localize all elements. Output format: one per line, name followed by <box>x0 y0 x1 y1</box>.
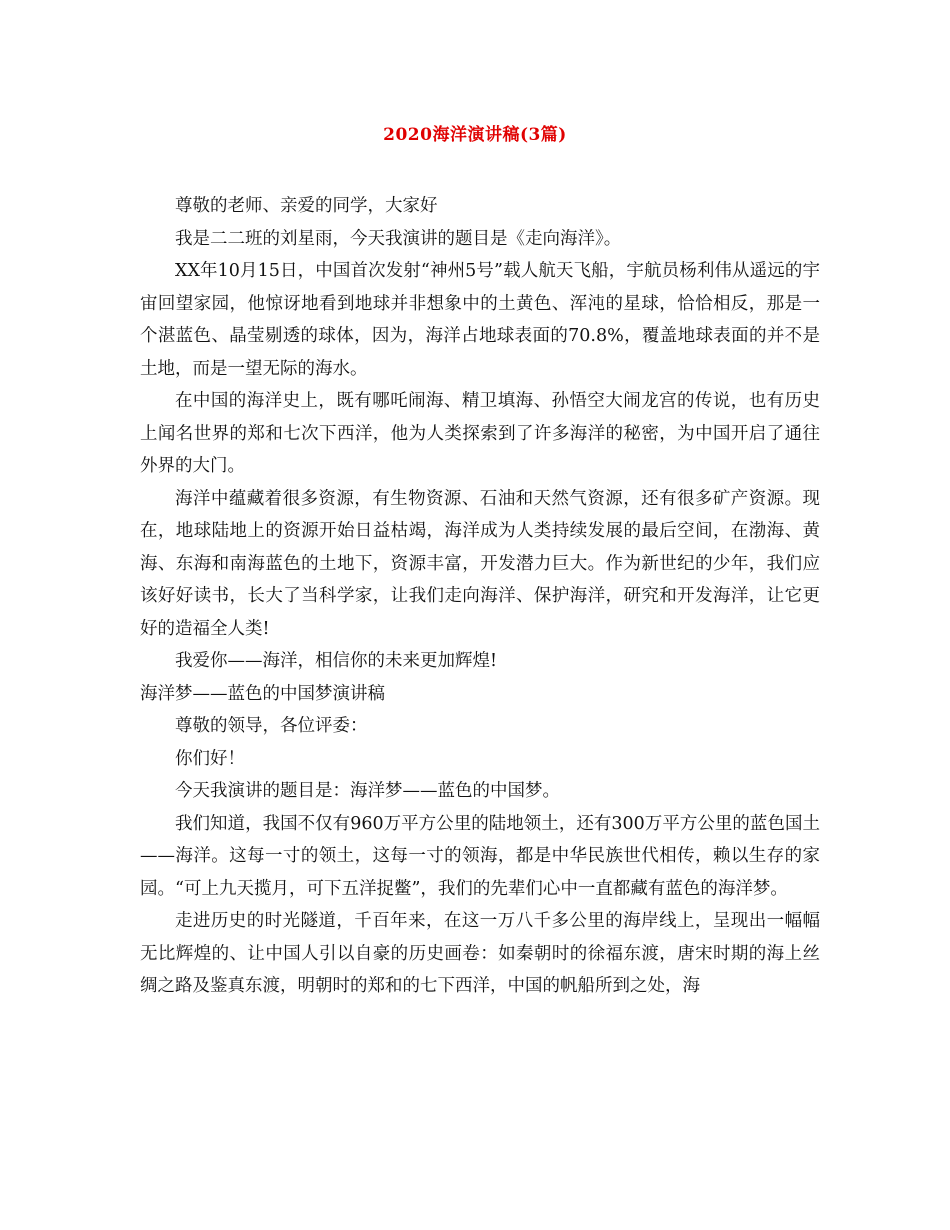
paragraph: XX年10月15日，中国首次发射“神州5号”载人航天飞船，宇航员杨利伟从遥远的宇宙回望家园，他惊讶地看到地球并非想象中的土黄色、浑沌的星球，恰恰相反，那是一个湛蓝色、晶莹剔透的球体，因为，海洋占地球表面的70.8%，覆盖地球表面的并不是土地，而是一望无际的海水。 <box>140 261 820 379</box>
paragraph: 海洋中蕴藏着很多资源，有生物资源、石油和天然气资源，还有很多矿产资源。现在，地球陆地上的资源开始日益枯竭，海洋成为人类持续发展的最后空间，在渤海、黄海、东海和南海蓝色的土地下，资源丰富，开发潜力巨大。作为新世纪的少年，我们应该好好读书，长大了当科学家，让我们走向海洋、保护海洋，研究和开发海洋，让它更好的造福全人类! <box>140 488 820 639</box>
paragraph: 你们好！ <box>175 748 245 769</box>
paragraph: 走进历史的时光隧道，千百年来，在这一万八千多公里的海岸线上，呈现出一幅幅无比辉煌的、让中国人引以自豪的历史画卷：如秦朝时的徐福东渡，唐宋时期的海上丝绸之路及鉴真东渡，明朝时的郑和的七下西洋，中国的帆船所到之处，海 <box>140 911 820 996</box>
paragraph: 我们知道，我国不仅有960万平方公里的陆地领土，还有300万平方公里的蓝色国土——海洋。这每一寸的领土，这每一寸的领海，都是中华民族世代相传，赖以生存的家园。“可上九天揽月，可下五洋捉鳖”，我们的先辈们心中一直都藏有蓝色的海洋梦。 <box>140 813 820 899</box>
paragraph: 我是二二班的刘星雨，今天我演讲的题目是《走向海洋》。 <box>175 228 622 249</box>
document-title: 2020海洋演讲稿(3篇) <box>383 125 567 145</box>
section-heading: 海洋梦——蓝色的中国梦演讲稿 <box>140 683 385 704</box>
paragraph: 我爱你——海洋，相信你的未来更加辉煌! <box>175 651 498 671</box>
paragraph: 尊敬的老师、亲爱的同学，大家好 <box>175 196 438 216</box>
paragraph: 今天我演讲的题目是：海洋梦——蓝色的中国梦。 <box>175 781 560 801</box>
paragraph: 在中国的海洋史上，既有哪吒闹海、精卫填海、孙悟空大闹龙宫的传说，也有历史上闻名世界的郑和七次下西洋，他为人类探索到了许多海洋的秘密，为中国开启了通往外界的大门。 <box>140 391 820 476</box>
paragraph: 尊敬的领导，各位评委： <box>175 716 368 736</box>
document-body <box>140 190 820 1003</box>
